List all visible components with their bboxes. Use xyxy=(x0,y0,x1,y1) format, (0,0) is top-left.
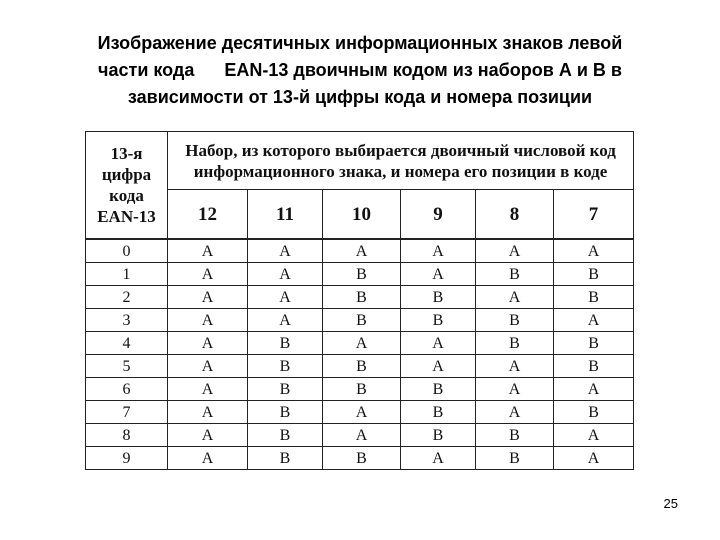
set-cell: А xyxy=(476,286,554,309)
page-number: 25 xyxy=(663,496,678,511)
table-row xyxy=(86,401,634,424)
digit-cell: 8 xyxy=(86,424,168,447)
set-cell: А xyxy=(401,355,476,378)
set-cell: В xyxy=(401,309,476,332)
digit-cell: 0 xyxy=(86,239,168,263)
set-cell: А xyxy=(476,355,554,378)
set-cell: В xyxy=(554,286,634,309)
set-cell: В xyxy=(401,378,476,401)
set-cell: А xyxy=(168,447,248,470)
set-cell: В xyxy=(323,309,401,332)
set-cell: А xyxy=(168,332,248,355)
set-cell: А xyxy=(248,286,323,309)
set-cell: В xyxy=(323,378,401,401)
position-header: 12 xyxy=(168,190,248,240)
set-cell: А xyxy=(476,401,554,424)
set-cell: А xyxy=(476,378,554,401)
digit-cell: 2 xyxy=(86,286,168,309)
set-cell: А xyxy=(323,424,401,447)
set-cell: А xyxy=(168,263,248,286)
set-cell: А xyxy=(401,332,476,355)
set-cell: А xyxy=(168,239,248,263)
table-row xyxy=(86,309,634,332)
set-cell: В xyxy=(554,355,634,378)
position-header: 8 xyxy=(476,190,554,240)
set-cell: А xyxy=(168,355,248,378)
group-header-line: информационного знака, и номера его позиции в коде xyxy=(193,161,608,181)
title-line-1: Изображение десятичных информационных знаков левой xyxy=(97,33,623,53)
digit-cell: 4 xyxy=(86,332,168,355)
set-cell: В xyxy=(248,378,323,401)
set-cell: А xyxy=(168,286,248,309)
parity-table xyxy=(85,131,634,470)
set-cell: А xyxy=(401,447,476,470)
set-cell: В xyxy=(248,332,323,355)
corner-line: цифра xyxy=(101,165,152,184)
set-cell: В xyxy=(401,401,476,424)
set-cell: А xyxy=(401,263,476,286)
set-cell: В xyxy=(476,263,554,286)
slide-title xyxy=(40,30,680,111)
set-cell: В xyxy=(476,447,554,470)
corner-line: 13-я xyxy=(110,144,143,163)
table-row xyxy=(86,424,634,447)
position-header: 7 xyxy=(554,190,634,240)
set-cell: А xyxy=(323,401,401,424)
set-cell: В xyxy=(554,263,634,286)
table-row xyxy=(86,355,634,378)
set-cell: А xyxy=(248,309,323,332)
set-cell: В xyxy=(248,424,323,447)
set-cell: В xyxy=(476,309,554,332)
set-cell: А xyxy=(168,378,248,401)
position-header: 10 xyxy=(323,190,401,240)
table-row xyxy=(86,286,634,309)
group-header xyxy=(168,132,634,190)
table-row xyxy=(86,263,634,286)
digit-cell: 9 xyxy=(86,447,168,470)
corner-line: EAN-13 xyxy=(97,207,156,226)
table-row xyxy=(86,447,634,470)
group-header-line: Набор, из которого выбирается двоичный числовой код xyxy=(185,140,616,160)
set-cell: В xyxy=(476,424,554,447)
set-cell: В xyxy=(248,401,323,424)
corner-header xyxy=(86,132,168,240)
table-row xyxy=(86,378,634,401)
digit-cell: 6 xyxy=(86,378,168,401)
set-cell: А xyxy=(554,309,634,332)
title-line-2: части кода EAN-13 двоичным кодом из наборов А и В в xyxy=(98,60,622,80)
set-cell: В xyxy=(323,355,401,378)
position-header: 9 xyxy=(401,190,476,240)
title-line-3: зависимости от 13-й цифры кода и номера позиции xyxy=(127,87,593,107)
set-cell: В xyxy=(323,447,401,470)
set-cell: В xyxy=(401,424,476,447)
set-cell: А xyxy=(554,378,634,401)
set-cell: В xyxy=(248,447,323,470)
set-cell: А xyxy=(248,239,323,263)
corner-line: кода xyxy=(109,186,144,205)
set-cell: А xyxy=(168,424,248,447)
set-cell: В xyxy=(401,286,476,309)
set-cell: А xyxy=(554,447,634,470)
set-cell: А xyxy=(323,239,401,263)
table-row xyxy=(86,239,634,263)
set-cell: А xyxy=(554,424,634,447)
set-cell: А xyxy=(168,309,248,332)
ean13-parity-table xyxy=(85,131,633,473)
set-cell: А xyxy=(554,239,634,263)
digit-cell: 3 xyxy=(86,309,168,332)
set-cell: А xyxy=(168,401,248,424)
set-cell: В xyxy=(554,332,634,355)
digit-cell: 5 xyxy=(86,355,168,378)
set-cell: А xyxy=(248,263,323,286)
table-row xyxy=(86,332,634,355)
set-cell: В xyxy=(248,355,323,378)
set-cell: А xyxy=(476,239,554,263)
set-cell: А xyxy=(323,332,401,355)
set-cell: В xyxy=(554,401,634,424)
digit-cell: 7 xyxy=(86,401,168,424)
set-cell: В xyxy=(323,286,401,309)
set-cell: В xyxy=(323,263,401,286)
digit-cell: 1 xyxy=(86,263,168,286)
position-header: 11 xyxy=(248,190,323,240)
set-cell: В xyxy=(476,332,554,355)
set-cell: А xyxy=(401,239,476,263)
